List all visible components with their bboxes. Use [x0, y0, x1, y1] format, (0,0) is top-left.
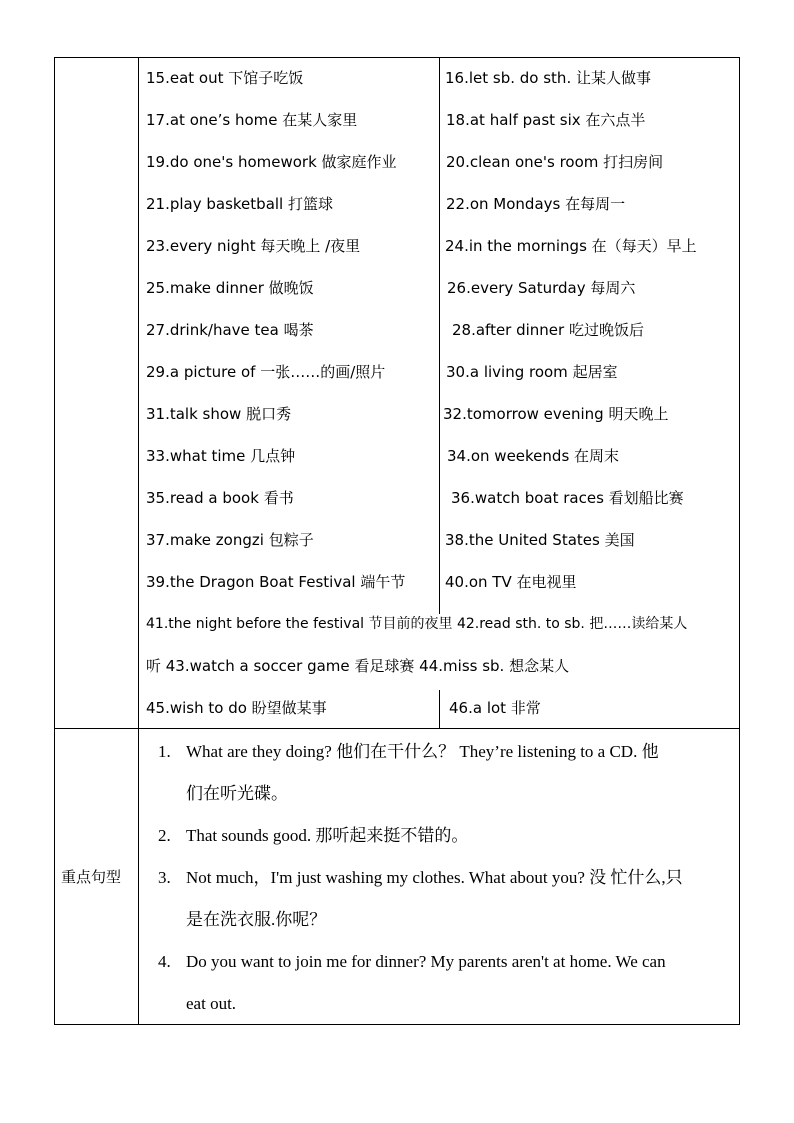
- vocab-item: 21.play basketball 打篮球: [146, 195, 333, 213]
- vocab-item: 31.talk show 脱口秀: [146, 405, 292, 423]
- vocab-overflow-line: 41.the night before the festival 节目前的夜里 42.read sth. to sb. 把……读给某人: [146, 616, 688, 632]
- sentence-text: Not much，I'm just washing my clothes. What about you? 没 忙什么,只: [186, 868, 683, 887]
- vocab-item: 19.do one's homework 做家庭作业: [146, 153, 397, 171]
- vocab-column-divider-lower: [439, 690, 440, 728]
- section-label-key-sentences: 重点句型: [61, 868, 122, 886]
- sentence-item: [158, 868, 733, 930]
- vocab-item: 45.wish to do 盼望做某事: [146, 699, 327, 717]
- table-bottom-border: [54, 1024, 740, 1025]
- vocab-item: 36.watch boat races 看划船比赛: [451, 489, 684, 507]
- vocab-item: 30.a living room 起居室: [446, 363, 618, 381]
- vocab-item: 46.a lot 非常: [449, 699, 541, 717]
- sentence-item: [158, 742, 733, 804]
- vocab-item: 40.on TV 在电视里: [445, 573, 577, 591]
- table-row-divider: [54, 728, 740, 729]
- vocab-item: 38.the United States 美国: [445, 531, 635, 549]
- vocab-item: 15.eat out 下馆子吃饭: [146, 69, 304, 87]
- vocab-item: 29.a picture of 一张……的画/照片: [146, 363, 386, 381]
- vocab-item: 16.let sb. do sth. 让某人做事: [445, 69, 651, 87]
- vocab-item: 25.make dinner 做晚饭: [146, 279, 314, 297]
- sentence-item: [158, 952, 733, 1014]
- vocab-item: 35.read a book 看书: [146, 489, 294, 507]
- sentence-number: 2.: [158, 826, 171, 845]
- sentence-number: 4.: [158, 952, 171, 971]
- vocab-item: 23.every night 每天晚上 /夜里: [146, 237, 361, 255]
- vocab-item: 37.make zongzi 包粽子: [146, 531, 314, 549]
- vocab-item: 33.what time 几点钟: [146, 447, 296, 465]
- vocab-item: 22.on Mondays 在每周一: [446, 195, 626, 213]
- sentence-item: [158, 826, 733, 846]
- vocab-item: 24.in the mornings 在（每天）早上: [445, 237, 697, 255]
- vocab-item: 39.the Dragon Boat Festival 端午节: [146, 573, 406, 591]
- vocab-item: 28.after dinner 吃过晚饭后: [452, 321, 644, 339]
- vocab-item: 17.at one’s home 在某人家里: [146, 111, 358, 129]
- sentence-number: 3.: [158, 868, 171, 887]
- vocab-overflow-line: 听 43.watch a soccer game 看足球赛 44.miss sb. 想念某人: [146, 657, 570, 675]
- vocab-item: 18.at half past six 在六点半: [446, 111, 646, 129]
- vocab-item: 34.on weekends 在周末: [447, 447, 620, 465]
- vocab-column-divider: [439, 57, 440, 614]
- table-right-border: [739, 57, 740, 1025]
- vocab-item: 20.clean one's room 打扫房间: [446, 153, 664, 171]
- table-left-border: [54, 57, 55, 1025]
- sentence-text: What are they doing? 他们在干什么？ They’re listening to a CD. 他: [186, 742, 659, 761]
- vocab-item: 27.drink/have tea 喝茶: [146, 321, 314, 339]
- sentence-text-continued: 们在听光碟。: [186, 784, 288, 803]
- sentence-text-continued: 是在洗衣服.你呢？: [186, 910, 327, 929]
- table-top-border: [54, 57, 740, 58]
- sentence-text: Do you want to join me for dinner? My parents aren't at home. We can: [186, 952, 666, 971]
- sentence-text-continued: eat out.: [186, 994, 237, 1013]
- sentence-number: 1.: [158, 742, 171, 761]
- vocab-item: 32.tomorrow evening 明天晚上: [443, 405, 669, 423]
- vocab-item: 26.every Saturday 每周六: [447, 279, 636, 297]
- label-column-divider: [138, 57, 139, 1025]
- sentence-text: That sounds good. 那听起来挺不错的。: [186, 826, 469, 845]
